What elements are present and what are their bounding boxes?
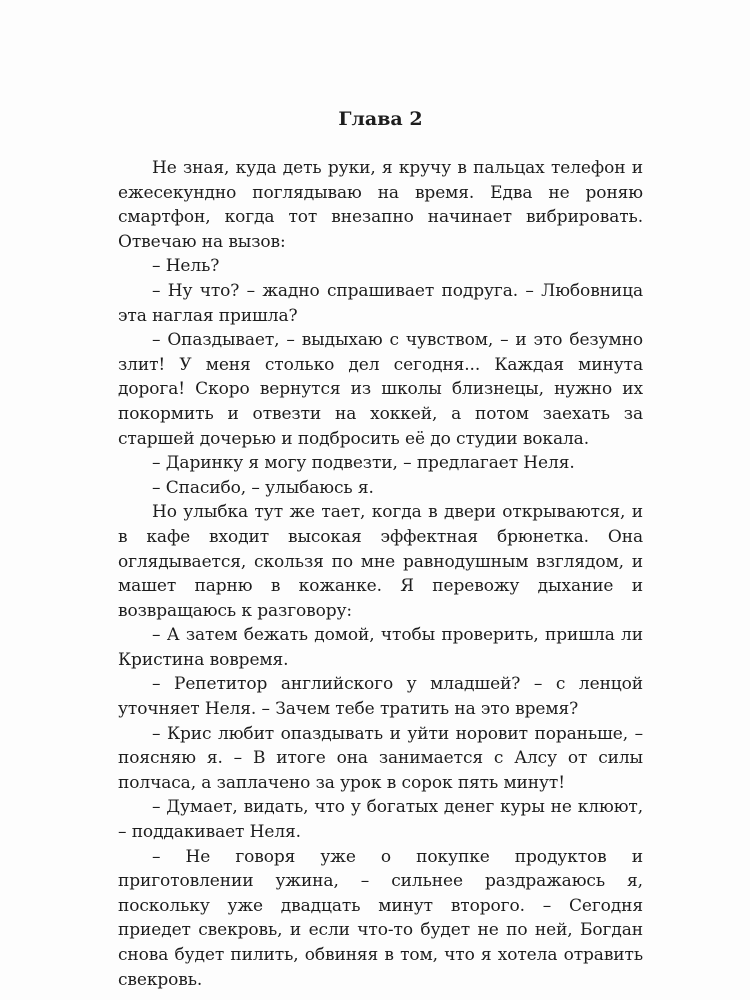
paragraph: Но улыбка тут же тает, когда в двери открываются, и в кафе входит высокая эффектная брюнетка. Она оглядывается, скользя по мне равнодушным взглядом, и машет парню в кожанке. Я перевожу дыхание и возвращаюсь к разговору: bbox=[118, 502, 643, 621]
page-text-block bbox=[118, 106, 643, 992]
paragraph: – Даринку я могу подвезти, – предлагает Неля. bbox=[152, 453, 575, 474]
chapter-title: Глава 2 bbox=[338, 108, 423, 130]
paragraph: – Опаздывает, – выдыхаю с чувством, – и это безумно злит! У меня столько дел сегодня... Каждая минута дорога! Скоро вернутся из школы близнецы, нужно их покормить и отвезти на хоккей, а потом заехать за старшей дочерью и подбросить её до студии вокала. bbox=[118, 330, 643, 449]
paragraph: Не зная, куда деть руки, я кручу в пальцах телефон и ежесекундно поглядываю на время. Едва не роняю смартфон, когда тот внезапно начинает вибрировать. Отвечаю на вызов: bbox=[118, 158, 643, 252]
paragraph: – Думает, видать, что у богатых денег куры не клюют, – поддакивает Неля. bbox=[118, 797, 643, 843]
paragraph: – Крис любит опаздывать и уйти норовит пораньше, – поясняю я. – В итоге она занимается с Алсу от силы полчаса, а заплачено за урок в сорок пять минут! bbox=[118, 723, 643, 793]
paragraph: – Не говоря уже о покупке продуктов и приготовлении ужина, – сильнее раздражаюсь я, поскольку уже двадцать минут второго. – Сегодня приедет свекровь, и если что-то будет не по ней, Богдан снова будет пилить, обвиняя в том, что я хотела отравить свекровь. bbox=[118, 846, 643, 990]
paragraph: – Репетитор английского у младшей? – с ленцой уточняет Неля. – Зачем тебе тратить на это время? bbox=[118, 674, 643, 720]
paragraph: – Ну что? – жадно спрашивает подруга. – Любовница эта наглая пришла? bbox=[118, 280, 643, 326]
paragraph: – Спасибо, – улыбаюсь я. bbox=[152, 477, 374, 498]
paragraph: – А затем бежать домой, чтобы проверить, пришла ли Кристина вовремя. bbox=[118, 625, 643, 670]
paragraph: – Нель? bbox=[152, 256, 220, 277]
